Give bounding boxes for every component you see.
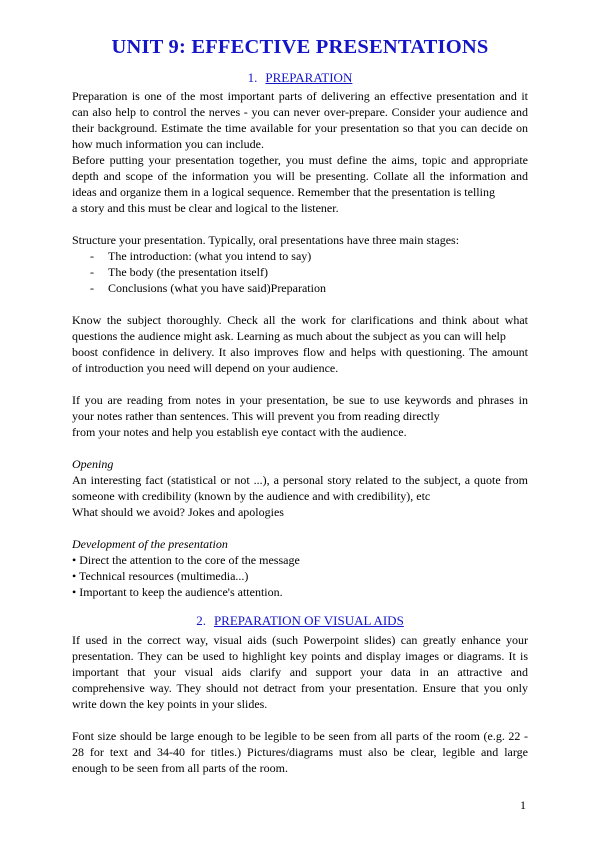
text-line: write down the key points in your slides. xyxy=(72,697,268,711)
section-heading-preparation xyxy=(0,70,600,86)
list-item xyxy=(90,264,326,280)
text-line: a story and this must be clear and logical to the listener. xyxy=(72,201,339,215)
text-line: their background. Estimate the time available for your presentation so that you can decide on xyxy=(72,121,528,135)
text-line: important that your visual aids clarify and support your data in an attractive and xyxy=(72,665,528,679)
list-marker: - xyxy=(90,249,94,263)
text-line: depth and scope of the information you will be presenting. Collate all the information and xyxy=(72,169,528,183)
list-item-text: Conclusions (what you have said)Preparation xyxy=(108,281,326,295)
text-line: Font size should be large enough to be legible to be seen from all parts of the room (e.g. 22 - xyxy=(72,729,528,743)
text-line: If you are reading from notes in your presentation, be sue to use keywords and phrases in xyxy=(72,393,528,407)
list-marker: - xyxy=(90,281,94,295)
text-line: of introduction you need will depend on your audience. xyxy=(72,361,339,375)
text-line: Know the subject thoroughly. Check all the work for clarifications and think about what xyxy=(72,313,528,327)
bullet-item: • Direct the attention to the core of the message xyxy=(72,553,300,567)
bullet-item: • Technical resources (multimedia...) xyxy=(72,569,249,583)
list-marker: - xyxy=(90,265,94,279)
text-line: What should we avoid? Jokes and apologies xyxy=(72,505,284,519)
paragraph-preparation-intro xyxy=(72,88,528,152)
section-number: 2. xyxy=(196,613,206,628)
text-line: enough to be seen from all parts of the room. xyxy=(72,761,288,775)
opening-label: Opening xyxy=(72,457,114,471)
development-label: Development of the presentation xyxy=(72,537,228,551)
opening-section xyxy=(72,456,528,520)
text-line: ideas and organize them in a logical sequence. Remember that the presentation is telling xyxy=(72,185,495,199)
list-item-text: The introduction: (what you intend to say) xyxy=(108,249,312,263)
text-line: someone with credibility (known by the audience and with credibility), etc xyxy=(72,489,431,503)
paragraph-define-aims xyxy=(72,152,528,216)
text-line: Preparation is one of the most important parts of delivering an effective presentation and it xyxy=(72,89,528,103)
text-line: 28 for text and 34-40 for titles.) Pictures/diagrams must also be clear, legible and large xyxy=(72,745,528,759)
page-number: 1 xyxy=(520,798,526,812)
section-heading-visual-aids xyxy=(0,613,600,629)
text-line: from your notes and help you establish eye contact with the audience. xyxy=(72,425,407,439)
text-line: how much information you can include. xyxy=(72,137,264,151)
text-line: questions the audience might ask. Learning as much about the subject as you can will help xyxy=(72,329,506,343)
list-item xyxy=(90,280,326,296)
bullet-item: • Important to keep the audience's attention. xyxy=(72,585,283,599)
paragraph-font-size xyxy=(72,728,528,776)
section-title: PREPARATION OF VISUAL AIDS xyxy=(213,613,404,628)
text-line: If used in the correct way, visual aids (such Powerpoint slides) can greatly enhance your xyxy=(72,633,528,647)
text-line: An interesting fact (statistical or not ...), a personal story related to the subject, a quote from xyxy=(72,473,528,487)
development-section xyxy=(72,536,528,600)
text-line: Structure your presentation. Typically, oral presentations have three main stages: xyxy=(72,233,460,247)
text-line: Before putting your presentation together, you must define the aims, topic and appropriate xyxy=(72,153,528,167)
text-line: boost confidence in delivery. It also improves flow and helps with questioning. The amount xyxy=(72,345,528,359)
section-number: 1. xyxy=(247,70,258,85)
text-line: comprehensive way. They should not detract from your presentation. Ensure that you only xyxy=(72,681,528,695)
text-line: your notes rather than sentences. This will prevent you from reading directly xyxy=(72,409,440,423)
text-line: presentation. They can be used to highlight key points and display images or diagrams. It is xyxy=(72,649,528,663)
section-title: PREPARATION xyxy=(265,70,353,85)
text-line: can also help to control the nerves - you can never over-prepare. Consider your audience and xyxy=(72,105,528,119)
stages-list xyxy=(90,248,326,296)
paragraph-know-subject xyxy=(72,312,528,376)
list-item-text: The body (the presentation itself) xyxy=(108,265,268,279)
page-title: UNIT 9: EFFECTIVE PRESENTATIONS xyxy=(111,36,489,58)
paragraph-visual-aids xyxy=(72,632,528,712)
paragraph-notes xyxy=(72,392,528,440)
list-item xyxy=(90,248,326,264)
paragraph-structure xyxy=(72,232,528,248)
